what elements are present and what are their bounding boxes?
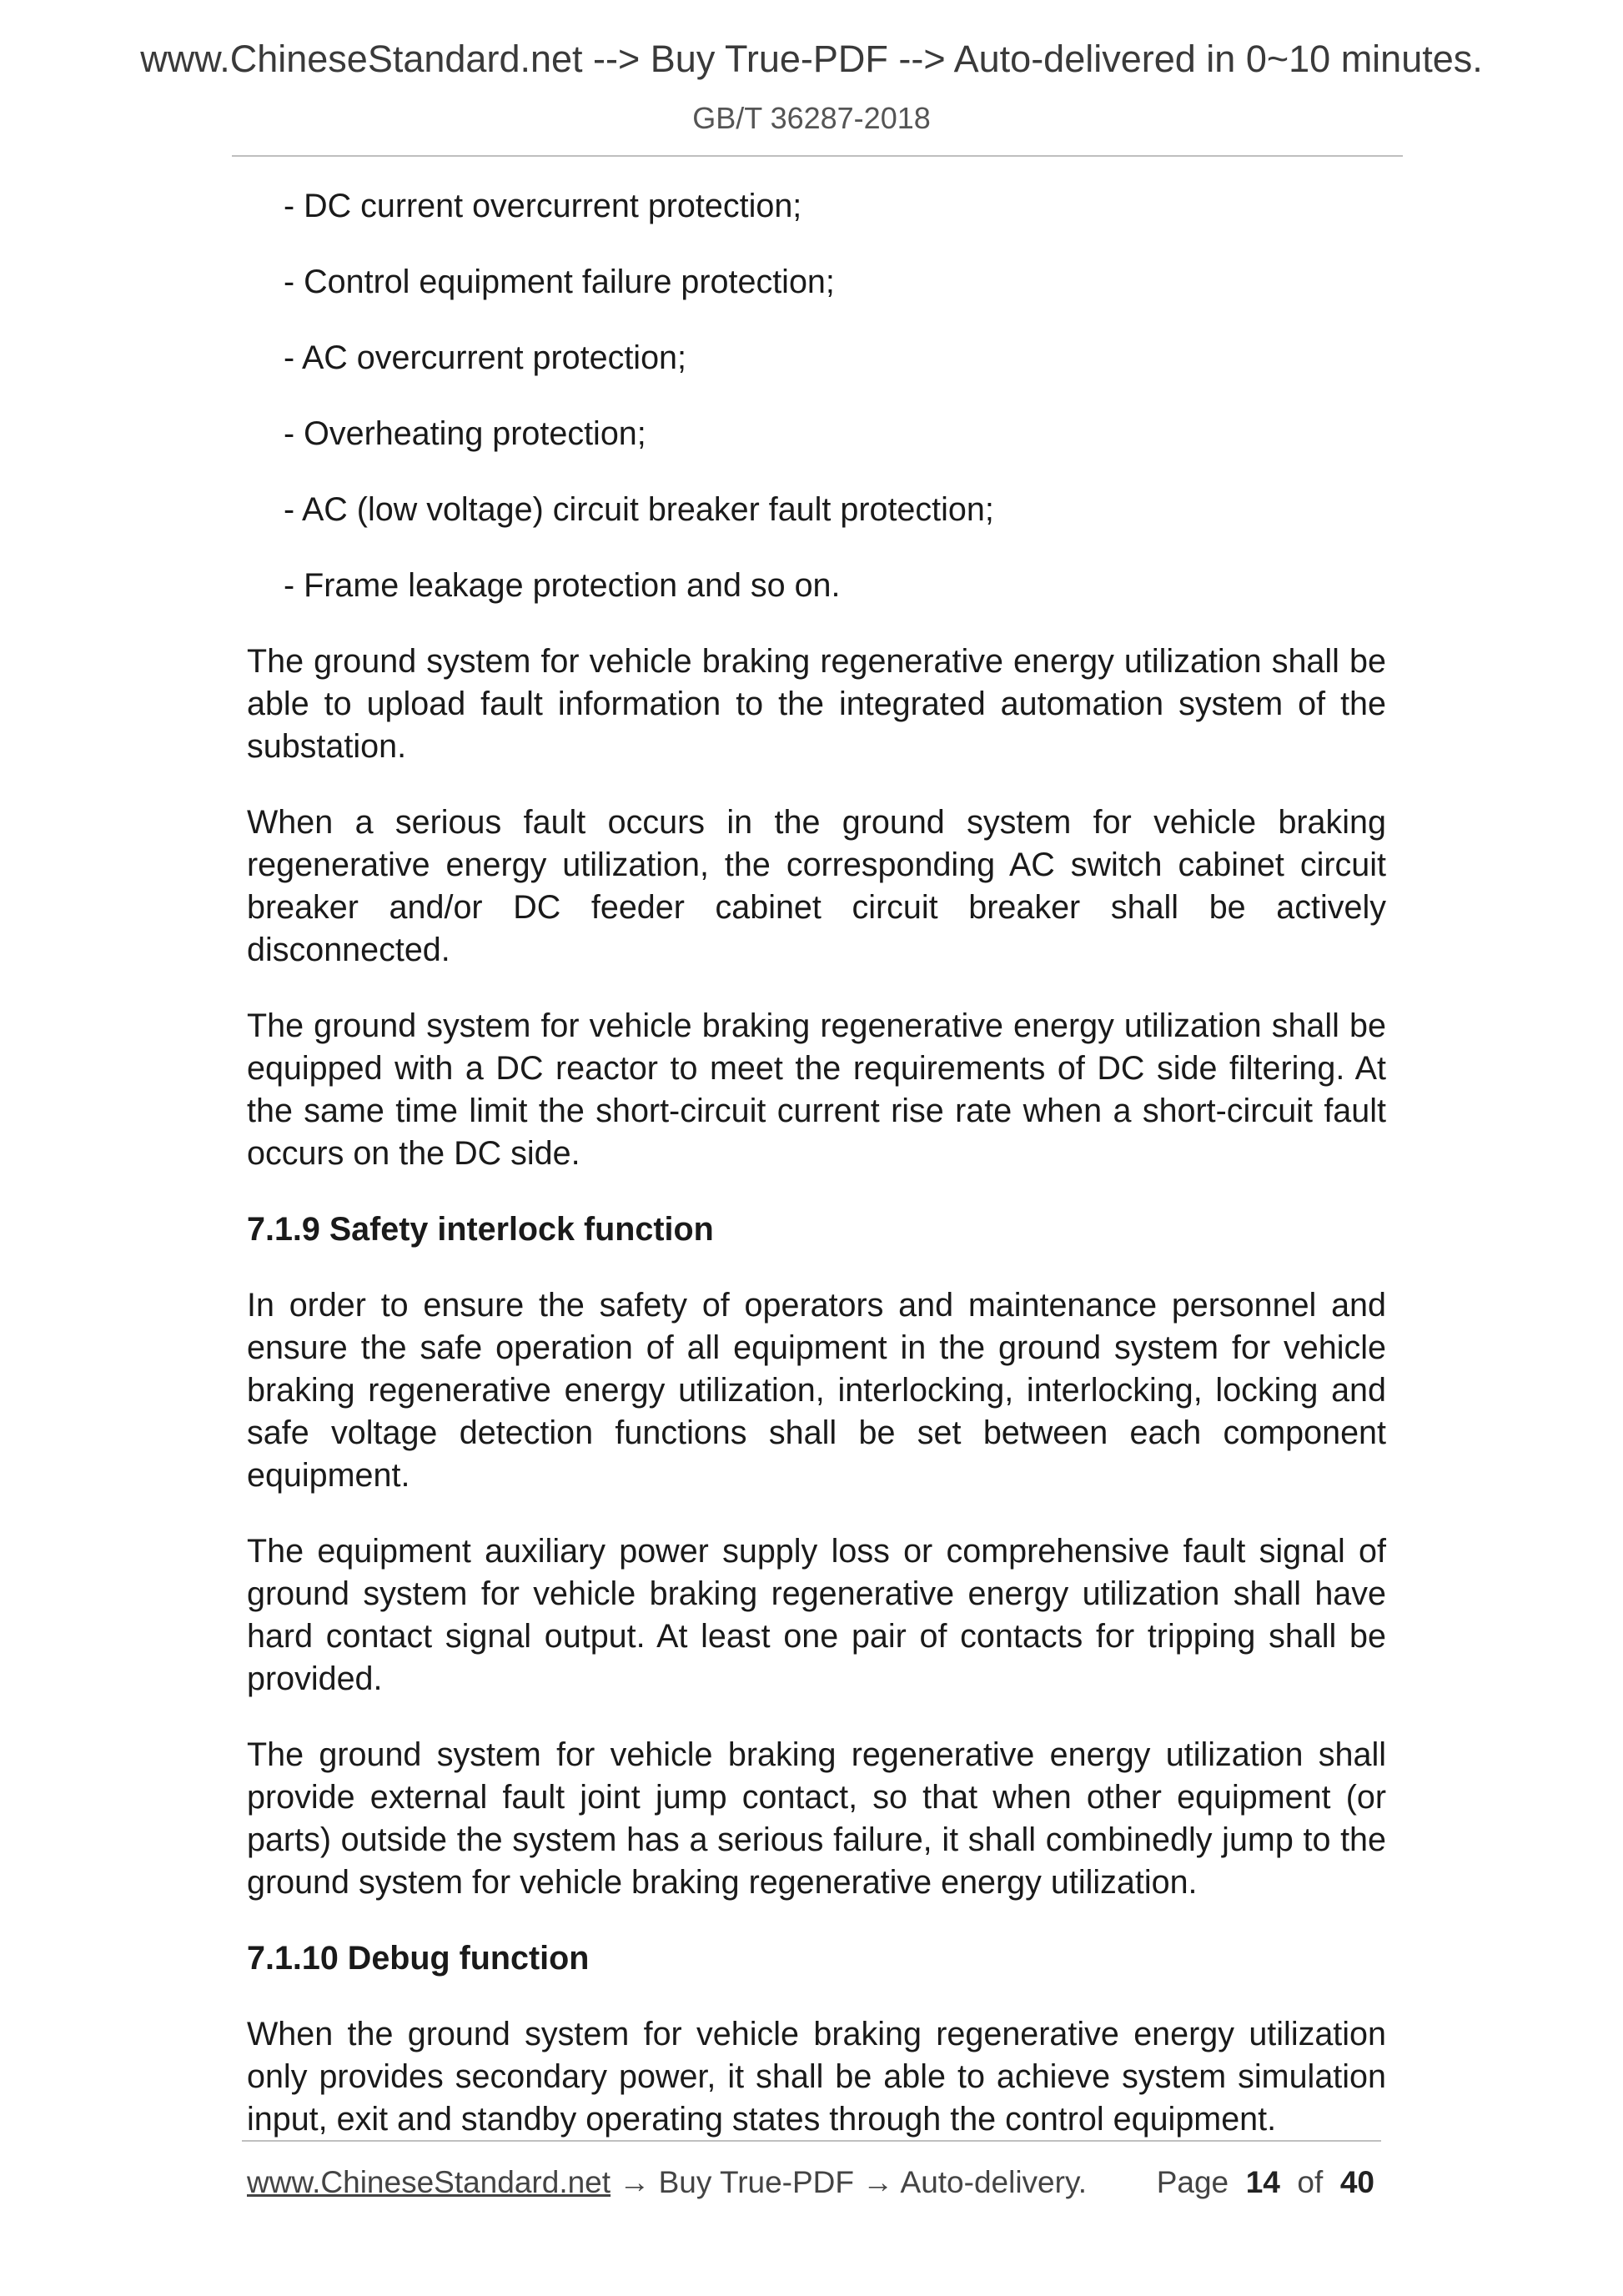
section-heading-debug: 7.1.10 Debug function bbox=[247, 1940, 590, 1977]
of-label: of bbox=[1297, 2165, 1324, 2199]
footer-site-link[interactable]: www.ChineseStandard.net bbox=[247, 2165, 611, 2199]
page-label: Page bbox=[1156, 2165, 1229, 2199]
header-banner: www.ChineseStandard.net --> Buy True-PDF --> Auto-delivered in 0~10 minutes. bbox=[140, 38, 1483, 80]
paragraph-joint-jump: The ground system for vehicle braking regenerative energy utilization shall provide external fault joint jump contact, so that when other equipment (or parts) outside the system has a serious failure, it shall combinedly jump to the ground system for vehicle braking regenerative energy utilization. bbox=[247, 1736, 1386, 1901]
bullet-item: - Frame leakage protection and so on. bbox=[284, 567, 841, 604]
footer-divider bbox=[242, 2140, 1381, 2142]
document-body bbox=[247, 185, 1386, 2174]
bullet-item: - Control equipment failure protection; bbox=[284, 264, 835, 300]
bullet-item: - Overheating protection; bbox=[284, 415, 646, 452]
paragraph-auxiliary-power: The equipment auxiliary power supply loss or comprehensive fault signal of ground system for vehicle braking regenerative energy utilization shall have hard contact signal output. At least one pair of contacts for tripping shall be provided. bbox=[247, 1533, 1386, 1697]
header-divider bbox=[232, 155, 1403, 157]
page-indicator bbox=[1157, 2162, 1374, 2203]
footer-left bbox=[247, 2162, 1087, 2203]
page-footer bbox=[247, 2162, 1381, 2203]
paragraph-serious-fault: When a serious fault occurs in the ground system for vehicle braking regenerative energy utilization, the corresponding AC switch cabinet circuit breaker and/or DC feeder cabinet circuit breaker shall be actively disconnected. bbox=[247, 804, 1386, 968]
paragraph-fault-upload: The ground system for vehicle braking regenerative energy utilization shall be able to upload fault information to the integrated automation system of the substation. bbox=[247, 643, 1386, 765]
current-page-number: 14 bbox=[1245, 2165, 1280, 2199]
section-heading-safety-interlock: 7.1.9 Safety interlock function bbox=[247, 1211, 714, 1248]
footer-delivery-text: → Buy True-PDF → Auto-delivery. bbox=[611, 2165, 1087, 2199]
paragraph-interlocking: In order to ensure the safety of operators and maintenance personnel and ensure the safe operation of all equipment in the ground system for vehicle braking regenerative energy utilization, interlocking, interlocking, locking and safe voltage detection functions shall be set between each component equipment. bbox=[247, 1287, 1386, 1494]
total-pages-number: 40 bbox=[1339, 2165, 1374, 2199]
paragraph-debug: When the ground system for vehicle braking regenerative energy utilization only provides secondary power, it shall be able to achieve system simulation input, exit and standby operating states through the control equipment. bbox=[247, 2016, 1386, 2138]
paragraph-dc-reactor: The ground system for vehicle braking regenerative energy utilization shall be equipped with a DC reactor to meet the requirements of DC side filtering. At the same time limit the short-circuit current rise rate when a short-circuit fault occurs on the DC side. bbox=[247, 1007, 1386, 1172]
bullet-item: - AC (low voltage) circuit breaker fault protection; bbox=[284, 491, 994, 528]
standard-code: GB/T 36287-2018 bbox=[692, 101, 931, 135]
bullet-item: - AC overcurrent protection; bbox=[284, 339, 686, 376]
bullet-item: - DC current overcurrent protection; bbox=[284, 188, 802, 224]
